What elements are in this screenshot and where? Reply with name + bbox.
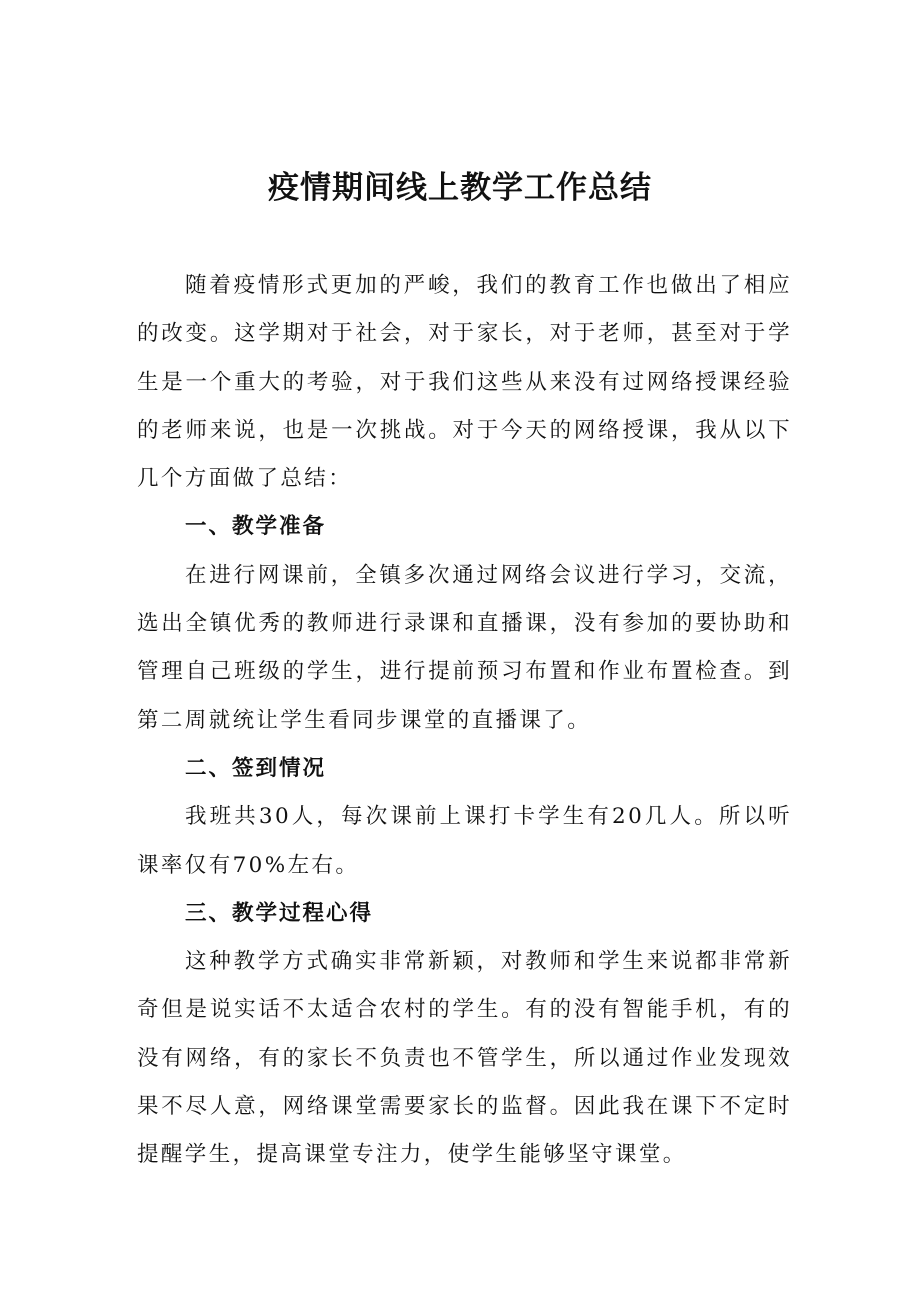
section-heading-attendance: 二、签到情况 — [185, 755, 327, 781]
document-body — [137, 262, 792, 1180]
section-heading-teaching-experience: 三、教学过程心得 — [185, 900, 374, 926]
section-paragraph-attendance: 我班共30人，每次课前上课打卡学生有20几人。所以听课率仅有70%左右。 — [137, 804, 792, 878]
section-paragraph-teaching-preparation: 在进行网课前，全镇多次通过网络会议进行学习，交流，选出全镇优秀的教师进行录课和直播课，没有参加的要协助和管理自己班级的学生，进行提前预习布置和作业布置检查。到第二周就统让学生看同步课堂的直播课了。 — [137, 562, 792, 733]
section-paragraph-teaching-experience: 这种教学方式确实非常新颖，对教师和学生来说都非常新奇但是说实话不太适合农村的学生。有的没有智能手机，有的没有网络，有的家长不负责也不管学生，所以通过作业发现效果不尽人意，网络课堂需要家长的监督。因此我在课下不定时提醒学生，提高课堂专注力，使学生能够坚守课堂。 — [137, 949, 792, 1168]
section-heading-teaching-preparation: 一、教学准备 — [185, 514, 327, 540]
intro-paragraph: 随着疫情形式更加的严峻，我们的教育工作也做出了相应的改变。这学期对于社会，对于家长，对于老师，甚至对于学生是一个重大的考验，对于我们这些从来没有过网络授课经验的老师来说，也是一次挑战。对于今天的网络授课，我从以下几个方面做了总结： — [137, 273, 792, 492]
document-title: 疫情期间线上教学工作总结 — [268, 170, 652, 206]
